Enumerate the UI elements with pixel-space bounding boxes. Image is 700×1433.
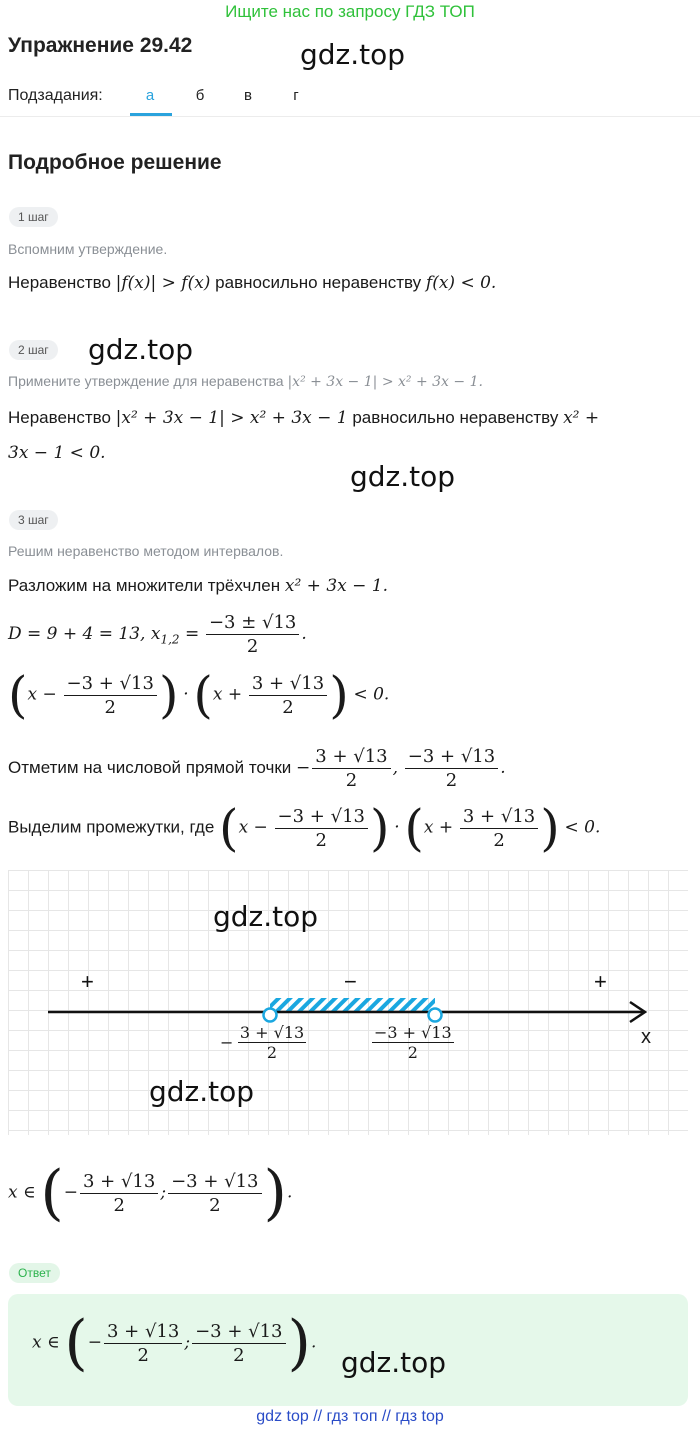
fraction-den: 2	[493, 829, 505, 851]
answer-box	[8, 1294, 688, 1406]
fraction-den: 2	[209, 1194, 221, 1216]
tab-subtask-g[interactable]: г	[293, 87, 299, 104]
open-point-left	[264, 1009, 277, 1022]
tab-subtask-b[interactable]: б	[195, 87, 205, 104]
math-expr: f(x) < 0.	[425, 273, 497, 293]
step-badge: 3 шаг	[9, 510, 58, 530]
fraction	[405, 746, 498, 791]
fraction	[104, 1321, 182, 1366]
watermark: gdz.top	[341, 1346, 447, 1379]
text-part: Разложим на множители трёхчлен	[8, 576, 281, 595]
open-point-right	[429, 1009, 442, 1022]
fraction	[372, 1023, 454, 1062]
sign-plus-right: +	[594, 969, 607, 994]
hint-math: |x² + 3x − 1| > x² + 3x − 1.	[287, 374, 483, 390]
result-prefix: x ∈	[32, 1332, 60, 1353]
fraction-den: 2	[282, 696, 294, 718]
sign-plus-left: +	[81, 969, 94, 994]
fraction	[206, 612, 299, 657]
sign-minus-middle: −	[344, 969, 357, 994]
exercise-title: Упражнение 29.42	[8, 34, 193, 57]
fraction-den: 2	[104, 696, 116, 718]
fraction-num: 3 + √13	[312, 746, 390, 769]
watermark: gdz.top	[350, 460, 456, 493]
fraction	[64, 673, 157, 718]
subtasks-label: Подзадания:	[8, 87, 103, 104]
fraction	[249, 673, 327, 718]
step-badge: 1 шаг	[9, 207, 58, 227]
period: .	[310, 1332, 317, 1353]
fraction-num: 3 + √13	[80, 1171, 158, 1194]
fraction-den: 2	[246, 636, 259, 657]
fraction-den: 2	[113, 1194, 125, 1216]
fraction	[238, 1023, 306, 1062]
fraction	[312, 746, 390, 791]
mark-points-line: Отметим на числовой прямой точки − $\frac{3 + √13}{2}$ , $\frac{-3 + √13}{2}$ .	[8, 746, 506, 791]
text-part: Неравенство	[8, 408, 111, 427]
watermark: gdz.top	[300, 38, 406, 71]
result-line: x ∈ (− $\frac{3 + √13}{2}$ ; $\frac{-3 + √13}{2}$ ).	[8, 1158, 293, 1228]
fraction-num: 3 + √13	[460, 806, 538, 829]
fraction-num: 3 + √13	[249, 673, 327, 696]
axis-label: x	[641, 1026, 651, 1048]
step-text	[8, 576, 388, 596]
fraction-num: −3 + √13	[192, 1321, 285, 1344]
math-expr: |x² + 3x − 1| > x² + 3x − 1	[115, 408, 348, 428]
fraction-den: 2	[345, 770, 358, 791]
watermark: gdz.top	[149, 1075, 255, 1108]
number-line-figure	[8, 870, 688, 1135]
math-expr: x² + 3x − 1.	[284, 576, 389, 596]
fraction	[460, 806, 538, 851]
shaded-interval	[270, 998, 435, 1012]
period: .	[286, 1182, 293, 1203]
step-hint: Вспомним утверждение.	[8, 241, 168, 257]
fraction-num: −3 + √13	[168, 1171, 261, 1194]
discriminant-line: D = 9 + 4 = 13, $x_{1,2}$ = $\frac{-3 \pm √13}{2}$ .	[8, 612, 307, 657]
hint-text: Примените утверждение для неравенства	[8, 373, 284, 389]
section-title: Подробное решение	[8, 151, 222, 174]
search-banner[interactable]: Ищите нас по запросу ГДЗ ТОП	[225, 2, 475, 21]
minus-sign: −	[63, 1182, 78, 1203]
tabs-divider	[0, 116, 700, 117]
math-expr: < 0.	[353, 684, 390, 705]
step-hint: Решим неравенство методом интервалов.	[8, 543, 284, 559]
fraction-num: −3 + √13	[374, 1023, 452, 1042]
fraction-num: −3 + √13	[64, 673, 157, 696]
fraction-den: 2	[233, 1344, 245, 1366]
fraction	[192, 1321, 285, 1366]
text-part: равносильно неравенству	[215, 273, 422, 292]
math-expr: |f(x)| > f(x)	[115, 273, 211, 293]
text-part: Выделим промежутки, где	[8, 817, 215, 837]
answer-badge: Ответ	[9, 1263, 60, 1283]
fraction	[168, 1171, 261, 1216]
fraction-den: 2	[445, 770, 458, 791]
tab-subtask-v[interactable]: в	[244, 87, 252, 104]
separator: ;	[160, 1182, 167, 1203]
fraction-den: 2	[407, 1043, 418, 1062]
fraction-num: −3 + √13	[405, 746, 498, 769]
math-expr: 3x − 1 < 0.	[8, 443, 106, 463]
text-part: равносильно неравенству	[352, 408, 559, 427]
footer-links[interactable]: gdz top // гдз топ // гдз top	[256, 1408, 444, 1425]
step-text-cont	[8, 443, 106, 463]
separator: ;	[184, 1332, 191, 1353]
fraction	[80, 1171, 158, 1216]
fraction-den: 2	[137, 1344, 149, 1366]
tab-subtask-a[interactable]: а	[145, 87, 155, 104]
math-expr: < 0.	[564, 817, 601, 838]
minus-sign: −	[220, 1033, 234, 1052]
math-expr: D = 9 + 4 = 13, x	[8, 623, 161, 644]
answer-line: x ∈ (− $\frac{3 + √13}{2}$ ; $\frac{-3 + √13}{2}$ ).	[32, 1308, 317, 1378]
step-text	[8, 408, 698, 428]
math-eq: =	[179, 623, 200, 644]
fraction	[275, 806, 368, 851]
fraction-num: −3 + √13	[275, 806, 368, 829]
minus-sign: −	[87, 1332, 102, 1353]
step-hint	[8, 373, 483, 390]
factored-inequality: (x − $\frac{-3 + √13}{2}$ ) · (x + $\frac{3 + √13}{2}$ ) < 0.	[8, 666, 390, 724]
watermark: gdz.top	[213, 900, 319, 933]
watermark: gdz.top	[88, 333, 194, 366]
left-point-label	[220, 1023, 306, 1062]
number-line-svg	[8, 870, 688, 1135]
text-part: Отметим на числовой прямой точки	[8, 757, 292, 777]
math-sub: 1,2	[160, 632, 180, 647]
step-text	[8, 273, 496, 293]
intervals-line: Выделим промежутки, где (x − $\frac{-3 + √13}{2}$ ) · (x + $\frac{3 + √13}{2}$ ) < 0.	[8, 799, 601, 857]
fraction-num: −3 ± √13	[206, 612, 299, 635]
step-badge: 2 шаг	[9, 340, 58, 360]
fraction-num: 3 + √13	[104, 1321, 182, 1344]
fraction-num: 3 + √13	[239, 1023, 305, 1042]
fraction-den: 2	[315, 829, 327, 851]
result-prefix: x ∈	[8, 1182, 36, 1203]
right-point-label	[372, 1023, 454, 1063]
fraction-den: 2	[266, 1043, 278, 1062]
math-expr: x² +	[563, 408, 600, 428]
text-part: Неравенство	[8, 273, 111, 292]
